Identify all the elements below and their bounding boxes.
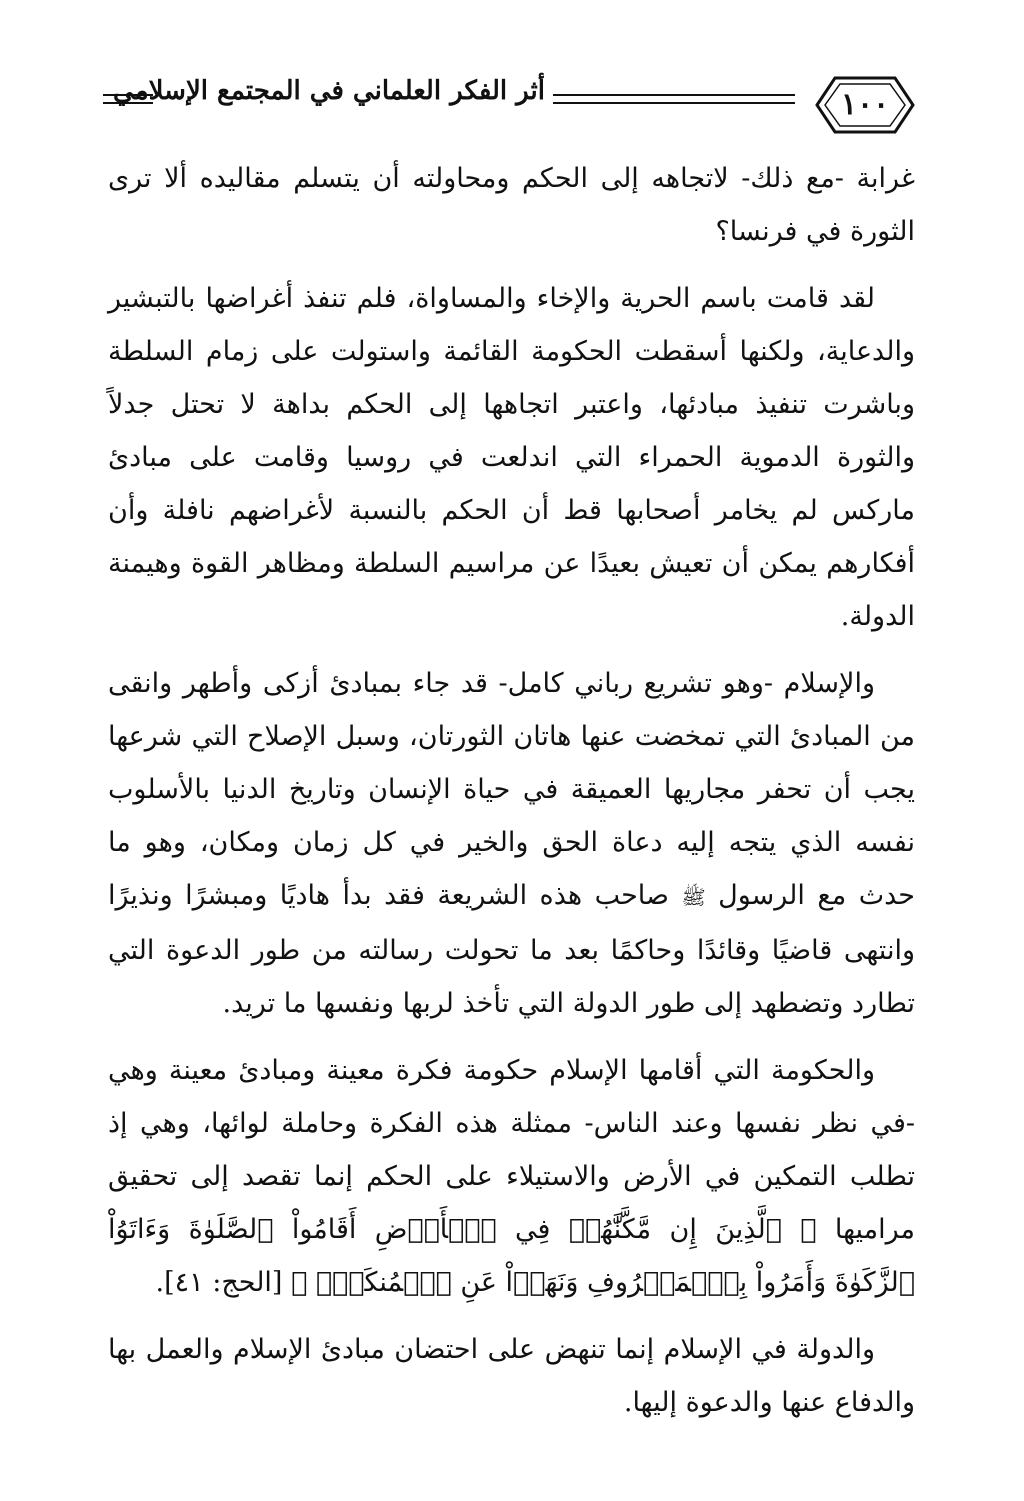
paragraph: [108, 657, 915, 1030]
salawat-symbol: ﷺ: [681, 885, 706, 909]
page-number-badge: [805, 70, 925, 140]
paragraph: غرابة -مع ذلك- لاتجاهه إلى الحكم ومحاولته أن يتسلم مقاليده ألا ترى الثورة في فرنسا؟: [108, 163, 915, 247]
page-number: ١٠٠: [840, 87, 890, 122]
paragraph-text: والحكومة التي أقامها الإسلام حكومة فكرة معينة ومبادئ معينة وهي -في نظر نفسها وعند الناس- ممثلة هذه الفكرة وحاملة لوائها، وهي إذ تطلب التمكين في الأرض والاستيلاء على الحكم إنما تقصد إلى تحقيق مراميها: [108, 1055, 915, 1245]
running-title: أثر الفكر العلماني في المجتمع الإسلامي: [113, 76, 545, 106]
paragraph: لقد قامت باسم الحرية والإخاء والمساواة، فلم تنفذ أغراضها بالتبشير والدعاية، ولكنها أسقطت الحكومة القائمة واستولت على زمام السلطة وباشرت تنفيذ مبادئها، واعتبر اتجاهها إلى الحكم بداهة لا تحتل جدلاً والثورة الدموية الحمراء التي اندلعت في روسيا وقامت على مبادئ ماركس لم يخامر أصحابها قط أن الحكم بالنسبة لأغراضهم نافلة وأن أفكارهم يمكن أن تعيش بعيدًا عن مراسيم السلطة ومظاهر القوة وهيمنة الدولة.: [108, 283, 915, 632]
body-text: [108, 152, 915, 1429]
verse-citation: [الحج: ٤١].: [155, 1267, 283, 1298]
page-header: [95, 70, 925, 140]
header-double-rule: [553, 94, 795, 104]
paragraph: [108, 1044, 915, 1309]
paragraph-text: صاحب هذه الشريعة فقد بدأ هاديًا ومبشرًا ونذيرًا وانتهى قاضيًا وقائدًا وحاكمًا بعد ما تحولت رسالته من طور الدعوة التي تطارد وتضطهد إلى طور الدولة التي تأخذ لربها ونفسها ما تريد.: [108, 880, 915, 1019]
paragraph-text: والإسلام -وهو تشريع رباني كامل- قد جاء بمبادئ أزكى وأطهر وانقى من المبادئ التي تمخضت عنها هاتان الثورتان، وسبل الإصلاح التي شرعها يجب أن تحفر مجاريها العميقة في حياة الإنسان وتاريخ الدنيا بالأسلوب نفسه الذي يتجه إليه دعاة الحق والخير في كل زمان ومكان، وهو ما حدث مع الرسول: [108, 668, 915, 911]
quran-verse: ﴿ ٱلَّذِينَ إِن مَّكَّنَّٰهُمۡ فِي ٱلۡأَرۡضِ أَقَامُواْ ٱلصَّلَوٰةَ وَءَاتَوُاْ ٱلزَّكَوٰةَ وَأَمَرُواْ بِٱلۡمَعۡرُوفِ وَنَهَوۡاْ عَنِ ٱلۡمُنكَرِۗ ﴾: [108, 1214, 915, 1298]
paragraph: والدولة في الإسلام إنما تنهض على احتضان مبادئ الإسلام والعمل بها والدفاع عنها والدعوة إليها.: [108, 1334, 915, 1418]
